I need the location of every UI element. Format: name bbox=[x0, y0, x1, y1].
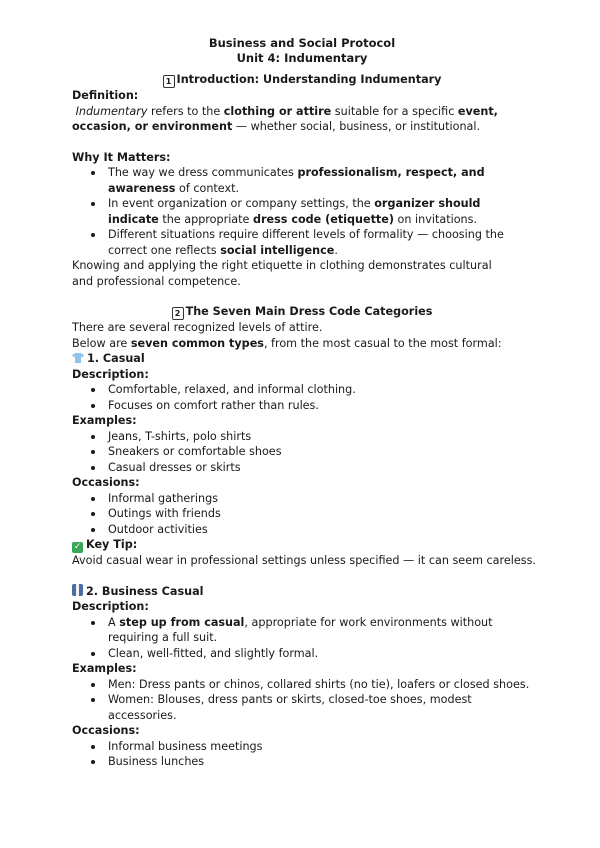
list-item: Men: Dress pants or chinos, collared shirts (no tie), loafers or closed shoes. bbox=[108, 677, 532, 693]
business-casual-examples-label: Examples: bbox=[72, 662, 137, 675]
list-item: Informal gatherings bbox=[108, 491, 532, 507]
text-run-bold: step up from casual bbox=[119, 615, 245, 629]
casual-examples-list bbox=[72, 429, 532, 476]
list-item: Casual dresses or skirts bbox=[108, 460, 532, 476]
categories-intro: There are several recognized levels of attire. bbox=[72, 321, 323, 334]
list-item: Outings with friends bbox=[108, 506, 532, 522]
business-casual-examples-list bbox=[72, 677, 532, 724]
list-item: Women: Blouses, dress pants or skirts, closed-toe shoes, modest accessories. bbox=[108, 692, 532, 723]
section-heading-text: The Seven Main Dress Code Categories bbox=[185, 305, 433, 318]
text-run-bold: dress code (etiquette) bbox=[253, 212, 394, 226]
keycap-two-icon: 2 bbox=[172, 307, 184, 320]
business-casual-description-list bbox=[72, 615, 532, 662]
text-run: A bbox=[108, 615, 120, 629]
closing-paragraph: Knowing and applying the right etiquette in clothing demonstrates cultural and professional competence. bbox=[72, 259, 492, 288]
text-run-bold: organizer should indicate bbox=[108, 197, 481, 226]
document-page bbox=[72, 36, 536, 770]
text-run-bold: seven common types bbox=[130, 336, 264, 350]
definition-label: Definition: bbox=[72, 89, 139, 102]
text-run: . bbox=[334, 243, 338, 257]
section-heading-introduction bbox=[72, 72, 532, 88]
text-run: The way we dress communicates bbox=[108, 166, 298, 179]
casual-tip-heading bbox=[72, 537, 532, 553]
list-item bbox=[108, 165, 532, 196]
text-run: on invitations. bbox=[393, 212, 478, 226]
list-item: Jeans, T-shirts, polo shirts bbox=[108, 429, 532, 445]
heading-text: 1. Casual bbox=[87, 352, 145, 365]
tshirt-icon bbox=[72, 353, 84, 363]
business-casual-description-label: Description: bbox=[72, 600, 149, 613]
casual-description-label: Description: bbox=[72, 367, 149, 381]
text-run: Different situations require different levels of formality — choosing the correct one reflects bbox=[108, 228, 504, 257]
casual-occasions-label: Occasions: bbox=[72, 476, 140, 489]
list-item: Informal business meetings bbox=[108, 739, 532, 755]
text-run-bold: event, occasion, or environment bbox=[72, 104, 498, 133]
casual-occasions-list bbox=[72, 491, 532, 538]
text-run: , from the most casual to the most formal: bbox=[263, 336, 502, 350]
text-run: Below are bbox=[72, 336, 131, 350]
unit-title: Unit 4: Indumentary bbox=[236, 51, 368, 65]
casual-tip-text: Avoid casual wear in professional settings unless specified — it can seem careless. bbox=[72, 554, 536, 567]
heading-text: Key Tip: bbox=[86, 538, 138, 551]
list-item: Sneakers or comfortable shoes bbox=[108, 444, 532, 460]
keycap-one-icon: 1 bbox=[163, 75, 175, 88]
why-list bbox=[72, 165, 532, 258]
text-run: the appropriate bbox=[158, 212, 253, 226]
text-run-bold: social intelligence bbox=[220, 243, 335, 257]
business-casual-occasions-label: Occasions: bbox=[72, 724, 140, 737]
list-item bbox=[108, 615, 532, 646]
section-heading-categories bbox=[72, 304, 532, 320]
text-run-bold: professionalism, respect, and awareness bbox=[108, 166, 485, 195]
text-run: , appropriate for work environments without requiring a full suit. bbox=[108, 615, 493, 644]
list-item: Focuses on comfort rather than rules. bbox=[108, 398, 532, 414]
check-mark-icon: ✓ bbox=[73, 542, 82, 552]
list-item: Business lunches bbox=[108, 754, 532, 770]
list-item bbox=[108, 196, 532, 227]
term-indumentary: Indumentary bbox=[75, 104, 148, 118]
casual-description-list bbox=[72, 382, 532, 413]
business-casual-occasions-list bbox=[72, 739, 532, 770]
definition-text bbox=[72, 104, 532, 135]
document-title: Business and Social Protocol bbox=[208, 36, 396, 50]
text-run: suitable for a specific bbox=[331, 104, 458, 118]
list-item: Comfortable, relaxed, and informal clothing. bbox=[108, 382, 532, 398]
casual-examples-label: Examples: bbox=[72, 414, 137, 427]
categories-below bbox=[72, 336, 532, 352]
text-run-bold: clothing or attire bbox=[223, 104, 332, 118]
business-casual-heading bbox=[72, 584, 532, 600]
text-run: of context. bbox=[175, 181, 240, 195]
list-item: Clean, well-fitted, and slightly formal. bbox=[108, 646, 532, 662]
heading-text: 2. Business Casual bbox=[86, 584, 204, 598]
text-run: refers to the bbox=[147, 104, 224, 118]
casual-heading bbox=[72, 351, 532, 367]
list-item bbox=[108, 227, 532, 258]
list-item: Outdoor activities bbox=[108, 522, 532, 538]
text-run: — whether social, business, or institutional. bbox=[232, 120, 481, 133]
section-heading-text: Introduction: Understanding Indumentary bbox=[176, 73, 442, 86]
text-run: In event organization or company settings, the bbox=[108, 197, 375, 210]
why-label: Why It Matters: bbox=[72, 150, 171, 164]
suit-icon bbox=[72, 584, 83, 596]
